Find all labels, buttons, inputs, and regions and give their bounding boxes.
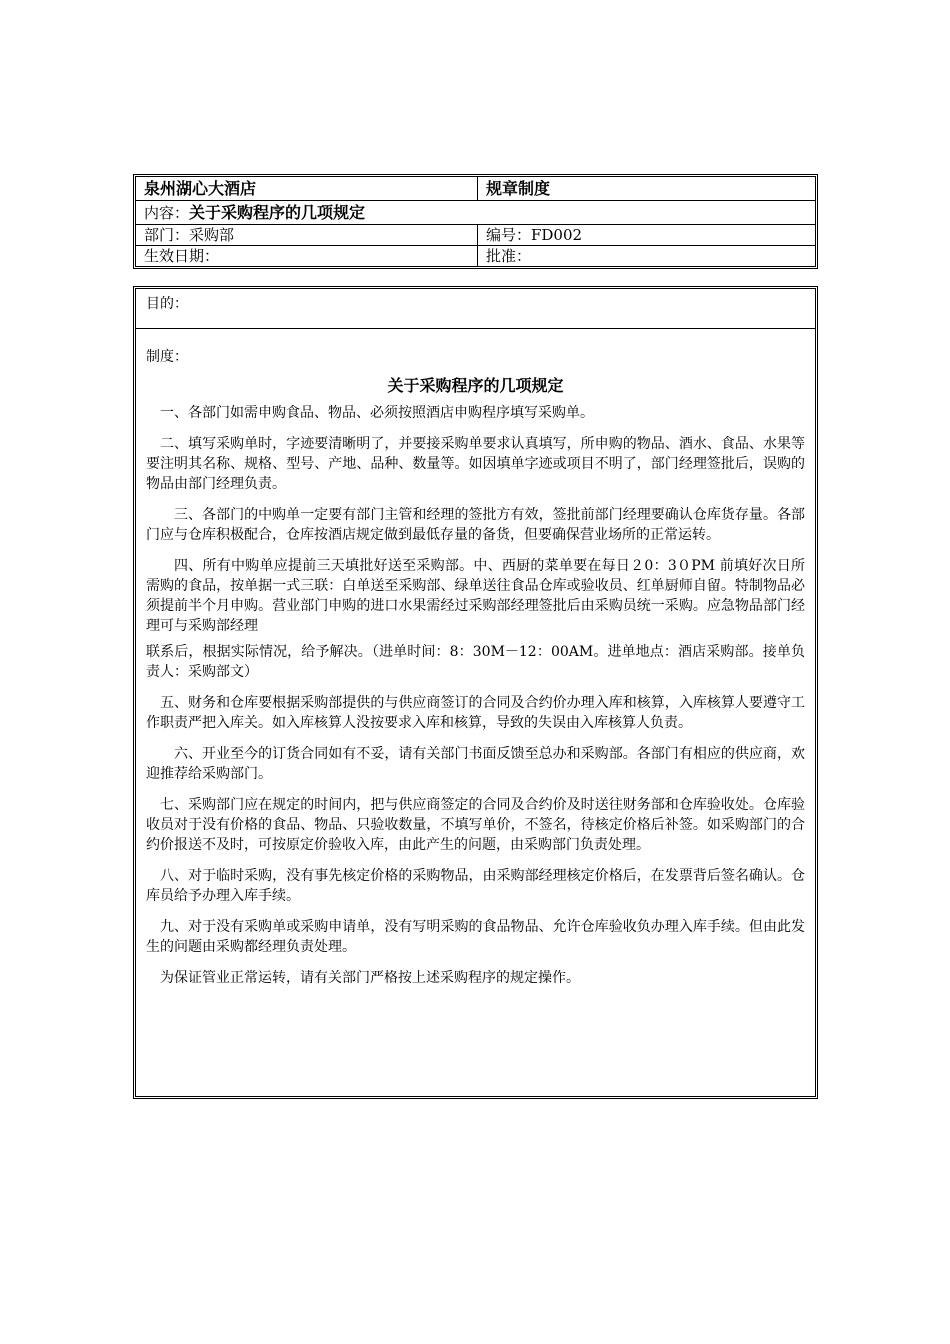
company-name: 泉州湖心大酒店 <box>136 177 478 200</box>
header-row-title <box>136 177 815 201</box>
paragraph-9: 九、对于没有采购单或采购申请单，没有写明采购的食品物品、允许仓库验收负办理入库手续。但由此发生的问题由采购都经理负责处理。 <box>146 919 805 955</box>
header-row-content <box>136 201 815 225</box>
paragraph-6: 六、开业至今的订货合同如有不妥，请有关部门书面反馈至总办和采购部。各部门有相应的供应商，欢迎推荐给采购部门。 <box>146 746 805 782</box>
paragraph-1: 一、各部门如需申购食品、物品、必须按照酒店申购程序填写采购单。 <box>160 405 594 421</box>
document-type: 规章制度 <box>486 179 551 198</box>
number-cell: 编号：FD002 <box>486 226 583 244</box>
paragraph-7: 七、采购部门应在规定的时间内，把与供应商签定的合同及合约价及时送往财务部和仓库验收处。仓库验收员对于没有价格的食品、物品、只验收数量，不填写单价，不签名，待核定价格后补签。如采购部门的合约价报送不及时，可按原定价验收入库，由此产生的问题，由采购部门负责处理。 <box>146 797 805 853</box>
paragraph-2: 二、填写采购单时，字迹要清晰明了，并要接采购单要求认真填写，所申购的物品、酒水、食品、水果等要注明其名称、规格、型号、产地、品种、数量等。如因填单字迹或项目不明了，部门经理签批后，误购的物品由部门经理负责。 <box>146 436 805 492</box>
department-cell: 部门：采购部 <box>136 225 478 245</box>
closing-paragraph: 为保证管业正常运转，请有关部门严格按上述采购程序的规定操作。 <box>160 970 580 986</box>
approval-cell: 批准： <box>486 247 532 265</box>
rules-title: 关于采购程序的几项规定 <box>387 376 564 395</box>
header-table <box>133 174 818 269</box>
paragraph-8: 八、对于临时采购，没有事先核定价格的采购物品，由采购部经理核定价格后，在发票背后签名确认。仓库员给予办理入库手续。 <box>146 868 805 904</box>
purpose-label: 目的： <box>136 289 815 329</box>
paragraph-3: 三、各部门的中购单一定要有部门主管和经理的签批方有效，签批前部门经理要确认仓库货存量。各部门应与仓库积极配合，仓库按酒店规定做到最低存量的备货，但要确保营业场所的正常运转。 <box>146 507 805 543</box>
content-cell <box>136 201 815 224</box>
body-box <box>133 286 818 1099</box>
content-title: 关于采购程序的几项规定 <box>189 203 366 222</box>
header-row-department <box>136 225 815 246</box>
paragraph-5: 五、财务和仓库要根据采购部提供的与供应商签订的合同及合约价办理入库和核算，入库核算人要遵守工作职责严把入库关。如入库核算人没按要求入库和核算，导致的失误由入库核算人负责。 <box>146 695 805 731</box>
paragraph-4: 四、所有中购单应提前三天填批好送至采购部。中、西厨的菜单要在每日２0：3０PM 前填好次日所需购的食品，按单据一式三联：白单送至采购部、绿单送往食品仓库或验收员、红单厨师自留。特制物品必须提前半个月申购。营业部门申购的进口水果需经过采购部经理签批后由采购员统一采购。应急物品部门经理可与采购部经理 <box>146 558 805 634</box>
system-label: 制度： <box>146 349 188 365</box>
effective-date-cell: 生效日期： <box>136 246 478 266</box>
paragraph-4-continued: 联系后，根据实际情况，给予解决。（进单时间：8：30M－12：00AM。进单地点：酒店采购部。接单负责人：采购部文） <box>146 644 805 680</box>
system-content <box>136 329 815 988</box>
content-label: 内容： <box>144 204 190 222</box>
header-row-date <box>136 246 815 266</box>
